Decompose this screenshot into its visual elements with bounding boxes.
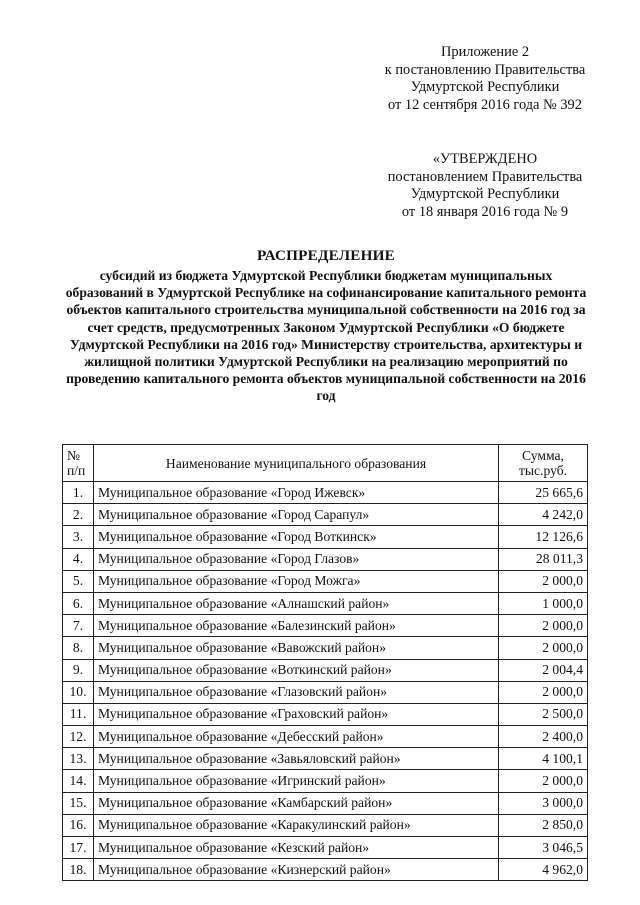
row-amount: 2 000,0	[499, 570, 588, 592]
row-name: Муниципальное образование «Алнашский район»	[94, 592, 499, 614]
title-block	[60, 247, 592, 405]
row-number: 4.	[63, 548, 94, 570]
row-amount: 3 046,5	[499, 837, 588, 859]
table-row	[63, 504, 588, 526]
allocation-table	[62, 444, 588, 881]
row-number: 7.	[63, 615, 94, 637]
approved-line-1: «УТВЕРЖДЕНО	[432, 151, 538, 167]
table-row	[63, 837, 588, 859]
table-row	[63, 659, 588, 681]
appendix-line-1: Приложение 2	[440, 44, 530, 60]
row-amount: 2 000,0	[499, 615, 588, 637]
row-name: Муниципальное образование «Граховский район»	[94, 703, 499, 725]
row-amount: 2 000,0	[499, 681, 588, 703]
row-number: 1.	[63, 482, 94, 504]
appendix-line-2: к постановлению Правительства	[384, 61, 586, 78]
row-name: Муниципальное образование «Город Ижевск»	[94, 482, 499, 504]
row-name: Муниципальное образование «Город Глазов»	[94, 548, 499, 570]
row-amount: 25 665,6	[499, 482, 588, 504]
row-amount: 4 242,0	[499, 504, 588, 526]
table-row	[63, 703, 588, 725]
row-amount: 4 100,1	[499, 748, 588, 770]
approved-line-3: Удмуртской Республики	[410, 186, 560, 203]
row-amount: 2 400,0	[499, 726, 588, 748]
header-number-line-2: п/п	[67, 463, 86, 478]
document-title: РАСПРЕДЕЛЕНИЕ	[257, 247, 395, 264]
row-amount: 2 850,0	[499, 814, 588, 836]
row-name: Муниципальное образование «Воткинский район»	[94, 659, 499, 681]
appendix-header	[360, 44, 610, 114]
row-number: 11.	[63, 703, 94, 725]
document-subtitle: субсидий из бюджета Удмуртской Республики бюджетам муниципальных образований в Удмуртской Республике на софинансирование капитального ремонта объектов капитального строительства муниципальной собственности на 2016 год за счет средств, предусмотренных Законом Удмуртской Республики «О бюджете Удмуртской Республики на 2016 год» Министерству строительства, архитектуры и жилищной политики Удмуртской Республики на реализацию мероприятий по проведению капитального ремонта объектов муниципальной собственности на 2016 год	[65, 268, 587, 404]
table-row	[63, 681, 588, 703]
row-number: 9.	[63, 659, 94, 681]
row-amount: 2 500,0	[499, 703, 588, 725]
approved-line-2: постановлением Правительства	[387, 168, 583, 185]
header-name: Наименование муниципального образования	[94, 445, 499, 482]
row-number: 14.	[63, 770, 94, 792]
row-number: 12.	[63, 726, 94, 748]
table-body	[63, 482, 588, 881]
appendix-line-4: от 12 сентября 2016 года № 392	[388, 96, 582, 113]
table-row	[63, 748, 588, 770]
row-amount: 2 000,0	[499, 637, 588, 659]
table-row	[63, 526, 588, 548]
table-row	[63, 792, 588, 814]
row-number: 6.	[63, 592, 94, 614]
row-amount: 2 004,4	[499, 659, 588, 681]
row-amount: 28 011,3	[499, 548, 588, 570]
row-name: Муниципальное образование «Игринский район»	[94, 770, 499, 792]
header-amount-line-2: тыс.руб.	[518, 463, 568, 478]
table-row	[63, 770, 588, 792]
row-number: 13.	[63, 748, 94, 770]
row-number: 15.	[63, 792, 94, 814]
row-number: 17.	[63, 837, 94, 859]
row-number: 18.	[63, 859, 94, 881]
header-number	[63, 445, 94, 482]
row-number: 5.	[63, 570, 94, 592]
row-name: Муниципальное образование «Кезский район»	[94, 837, 499, 859]
header-number-line-1: №	[67, 448, 80, 463]
row-number: 16.	[63, 814, 94, 836]
table-row	[63, 592, 588, 614]
row-name: Муниципальное образование «Дебесский район»	[94, 726, 499, 748]
table-row	[63, 570, 588, 592]
row-name: Муниципальное образование «Город Воткинск»	[94, 526, 499, 548]
row-number: 10.	[63, 681, 94, 703]
row-amount: 1 000,0	[499, 592, 588, 614]
header-amount	[499, 445, 588, 482]
appendix-line-3: Удмуртской Республики	[410, 79, 560, 96]
table-header-row	[63, 445, 588, 482]
row-amount: 4 962,0	[499, 859, 588, 881]
table-row	[63, 615, 588, 637]
row-name: Муниципальное образование «Глазовский район»	[94, 681, 499, 703]
row-amount: 3 000,0	[499, 792, 588, 814]
row-number: 3.	[63, 526, 94, 548]
table-row	[63, 548, 588, 570]
row-amount: 2 000,0	[499, 770, 588, 792]
row-name: Муниципальное образование «Кизнерский район»	[94, 859, 499, 881]
row-number: 2.	[63, 504, 94, 526]
row-name: Муниципальное образование «Город Сарапул»	[94, 504, 499, 526]
row-number: 8.	[63, 637, 94, 659]
table-row	[63, 859, 588, 881]
row-amount: 12 126,6	[499, 526, 588, 548]
table-row	[63, 814, 588, 836]
row-name: Муниципальное образование «Балезинский район»	[94, 615, 499, 637]
row-name: Муниципальное образование «Вавожский район»	[94, 637, 499, 659]
approved-header	[380, 151, 590, 221]
approved-line-4: от 18 января 2016 года № 9	[401, 203, 569, 220]
table-row	[63, 482, 588, 504]
row-name: Муниципальное образование «Каракулинский район»	[94, 814, 499, 836]
row-name: Муниципальное образование «Камбарский район»	[94, 792, 499, 814]
table-row	[63, 726, 588, 748]
row-name: Муниципальное образование «Город Можга»	[94, 570, 499, 592]
table-row	[63, 637, 588, 659]
row-name: Муниципальное образование «Завьяловский район»	[94, 748, 499, 770]
header-amount-line-1: Сумма,	[522, 448, 564, 463]
